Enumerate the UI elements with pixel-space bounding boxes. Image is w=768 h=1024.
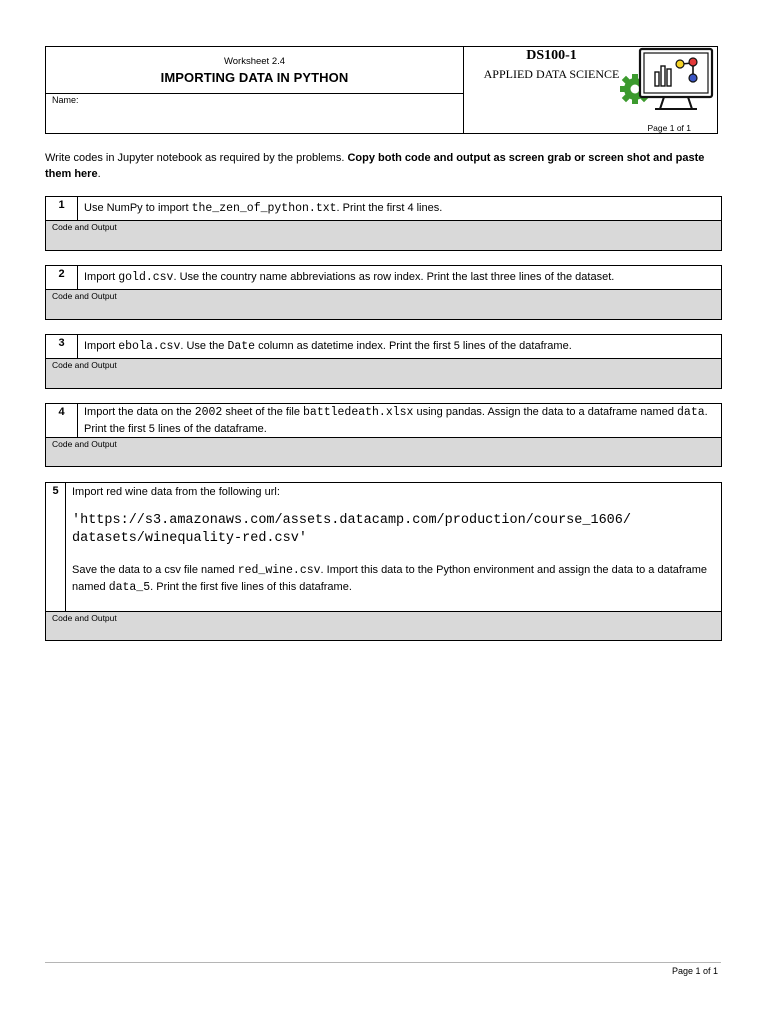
problem-number: 2: [46, 266, 78, 289]
course-name: APPLIED DATA SCIENCE: [483, 67, 620, 81]
code-output-area[interactable]: [46, 438, 721, 466]
problem-number: 3: [46, 335, 78, 358]
problem-question-row: [46, 404, 721, 438]
code-output-label: Code and Output: [52, 360, 117, 370]
code-output-area[interactable]: [46, 359, 721, 388]
problem-number: 4: [46, 404, 78, 437]
header-left-panel: [46, 47, 464, 133]
instructions: [45, 150, 723, 182]
code-output-label: Code and Output: [52, 613, 117, 623]
problem-5: [45, 482, 722, 641]
problem-question-row: [46, 266, 721, 290]
problem-instructions: Save the data to a csv file named red_wine.csv. Import this data to the Python environment and assign the data to a dataframe named data_5. Print the first five lines of this dataframe.: [72, 564, 708, 594]
instructions-end: .: [97, 168, 101, 180]
problem-4: [45, 403, 722, 467]
footer-divider: [45, 962, 721, 963]
problem-2: [45, 265, 722, 320]
code-output-label: Code and Output: [52, 291, 117, 301]
worksheet-title: IMPORTING DATA IN PYTHON: [160, 70, 349, 85]
dataset-url: 'https://s3.amazonaws.com/assets.datacamp.com/production/course_1606/ datasets/winequality-red.csv': [72, 513, 631, 546]
code-output-label: Code and Output: [52, 222, 117, 232]
problem-intro: Import red wine data from the following url:: [72, 486, 280, 498]
data-science-monitor-icon: [619, 46, 719, 116]
header-right-panel: [464, 47, 718, 133]
problem-3: [45, 334, 722, 389]
title-box: [46, 47, 463, 94]
problem-number: 5: [46, 483, 66, 611]
problem-text: Use NumPy to import the_zen_of_python.txt. Print the first 4 lines.: [84, 202, 443, 215]
code-output-area[interactable]: [46, 290, 721, 319]
worksheet-label: Worksheet 2.4: [223, 56, 286, 67]
problem-question-row: [46, 335, 721, 359]
problem-question-row: [46, 483, 721, 612]
problem-1: [45, 196, 722, 251]
problem-text: [72, 483, 721, 599]
problem-text: Import gold.csv. Use the country name abbreviations as row index. Print the last three lines of the dataset.: [84, 271, 615, 284]
code-output-area[interactable]: [46, 612, 721, 640]
problem-number: 1: [46, 197, 78, 220]
worksheet-header: [45, 46, 718, 134]
code-output-label: Code and Output: [52, 439, 117, 449]
code-output-area[interactable]: [46, 221, 721, 250]
instructions-text: Write codes in Jupyter notebook as required by the problems.: [45, 152, 348, 164]
course-code: DS100-1: [526, 48, 577, 63]
problem-text: Import ebola.csv. Use the Date column as datetime index. Print the first 5 lines of the dataframe.: [84, 340, 572, 353]
header-page-number: Page 1 of 1: [647, 123, 691, 133]
footer-page-number: Page 1 of 1: [671, 966, 718, 976]
name-field-label: Name:: [52, 95, 79, 105]
problem-text: Import the data on the 2002 sheet of the file battledeath.xlsx using pandas. Assign the data to a dataframe named data. Print the first 5 lines of the dataframe.: [84, 406, 708, 435]
problem-question-row: [46, 197, 721, 221]
instructions-bold: Copy both code and output as screen grab or screen shot and paste them here: [45, 152, 705, 180]
